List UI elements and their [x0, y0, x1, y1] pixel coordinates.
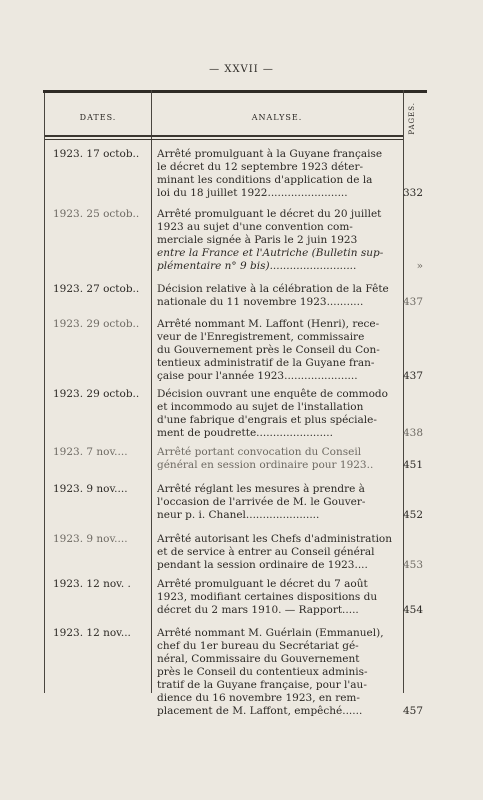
analyse-line: Arrêté autorisant les Chefs d'administration: [157, 533, 393, 545]
analyse-line: Arrêté portant convocation du Conseil: [157, 446, 362, 458]
analyse-line: du Gouvernement près le Conseil du Con-: [157, 344, 380, 356]
row-analyse: [157, 627, 401, 718]
row-date: 1923. 9 nov....: [53, 483, 128, 495]
analyse-line: Décision ouvrant une enquête de commodo: [157, 388, 388, 400]
column-divider: [403, 90, 404, 693]
row-date: 1923. 27 octob..: [53, 283, 140, 295]
row-date: 1923. 29 octob..: [53, 318, 140, 330]
analyse-line: 1923 au sujet d'une convention com-: [157, 221, 353, 233]
row-analyse: [157, 446, 401, 472]
analyse-line: 1923, modifiant certaines dispositions du: [157, 591, 378, 603]
row-analyse: [157, 388, 401, 440]
analyse-line: veur de l'Enregistrement, commissaire: [157, 331, 365, 343]
row-page: 453: [402, 559, 423, 571]
analyse-line: décret du 2 mars 1910. — Rapport.....: [157, 604, 359, 616]
analyse-line: le décret du 12 septembre 1923 déter-: [157, 161, 364, 173]
header-rule: [45, 139, 403, 140]
row-page: 437: [402, 296, 423, 308]
header-pages: [403, 98, 421, 138]
analyse-line: neur p. i. Chanel......................: [157, 509, 320, 521]
row-analyse: [157, 283, 401, 309]
analyse-line: plémentaire n° 9 bis)..........................: [157, 260, 357, 272]
row-analyse: [157, 318, 401, 383]
row-page: 438: [402, 427, 423, 439]
row-page: 457: [402, 705, 423, 717]
header-pages-label: PAGES.: [408, 101, 416, 135]
row-date: 1923. 29 octob..: [53, 388, 140, 400]
row-analyse: [157, 148, 401, 200]
analyse-line: et incommodo au sujet de l'installation: [157, 401, 364, 413]
analyse-line: et de service à entrer au Conseil général: [157, 546, 375, 558]
page-number: — XXVII —: [209, 64, 274, 75]
analyse-line: Arrêté promulguant le décret du 7 août: [157, 578, 368, 590]
analyse-line: tratif de la Guyane française, pour l'au-: [157, 679, 367, 691]
row-page: 454: [402, 604, 423, 616]
analyse-line: loi du 18 juillet 1922........................: [157, 187, 348, 199]
row-analyse: [157, 578, 401, 617]
row-date: 1923. 25 octob..: [53, 208, 140, 220]
row-date: 1923. 12 nov...: [53, 627, 131, 639]
header-dates: DATES.: [79, 113, 117, 122]
row-analyse: [157, 208, 401, 273]
column-divider: [151, 90, 152, 693]
analyse-line: néral, Commissaire du Gouvernement: [157, 653, 360, 665]
analyse-line: çaise pour l'année 1923......................: [157, 370, 358, 382]
analyse-line: près le Conseil du contentieux adminis-: [157, 666, 368, 678]
row-date: 1923. 12 nov. .: [53, 578, 131, 590]
row-page: »: [416, 260, 423, 272]
analyse-line: Décision relative à la célébration de la Fête: [157, 283, 389, 295]
analyse-line: tentieux administratif de la Guyane fran-: [157, 357, 375, 369]
analyse-line: chef du 1er bureau du Secrétariat gé-: [157, 640, 359, 652]
header-rule: [45, 135, 403, 137]
row-analyse: [157, 483, 401, 522]
row-page: 451: [402, 459, 423, 471]
analyse-line: Arrêté réglant les mesures à prendre à: [157, 483, 365, 495]
row-date: 1923. 9 nov....: [53, 533, 128, 545]
analyse-line: entre la France et l'Autriche (Bulletin sup-: [157, 247, 384, 259]
row-date: 1923. 7 nov....: [53, 446, 128, 458]
analyse-line: Arrêté nommant M. Laffont (Henri), rece-: [157, 318, 380, 330]
analyse-line: Arrêté nommant M. Guérlain (Emmanuel),: [157, 627, 384, 639]
header-analyse: ANALYSE.: [251, 113, 303, 122]
row-page: 452: [402, 509, 423, 521]
row-page: 332: [402, 187, 423, 199]
analyse-line: merciale signée à Paris le 2 juin 1923: [157, 234, 358, 246]
analyse-line: placement de M. Laffont, empêché......: [157, 705, 363, 717]
analyse-line: l'occasion de l'arrivée de M. le Gouver-: [157, 496, 366, 508]
row-analyse: [157, 533, 401, 572]
analyse-line: Arrêté promulguant à la Guyane française: [157, 148, 383, 160]
row-date: 1923. 17 octob..: [53, 148, 140, 160]
analyse-line: Arrêté promulguant le décret du 20 juillet: [157, 208, 382, 220]
analyse-line: nationale du 11 novembre 1923...........: [157, 296, 364, 308]
analyse-line: ment de poudrette.......................: [157, 427, 333, 439]
analyse-line: d'une fabrique d'engrais et plus spéciale-: [157, 414, 377, 426]
index-table: [44, 90, 423, 717]
analyse-line: minant les conditions d'application de la: [157, 174, 373, 186]
analyse-line: général en session ordinaire pour 1923..: [157, 459, 374, 471]
row-page: 437: [402, 370, 423, 382]
analyse-line: dience du 16 novembre 1923, en rem-: [157, 692, 360, 704]
analyse-line: pendant la session ordinaire de 1923....: [157, 559, 368, 571]
